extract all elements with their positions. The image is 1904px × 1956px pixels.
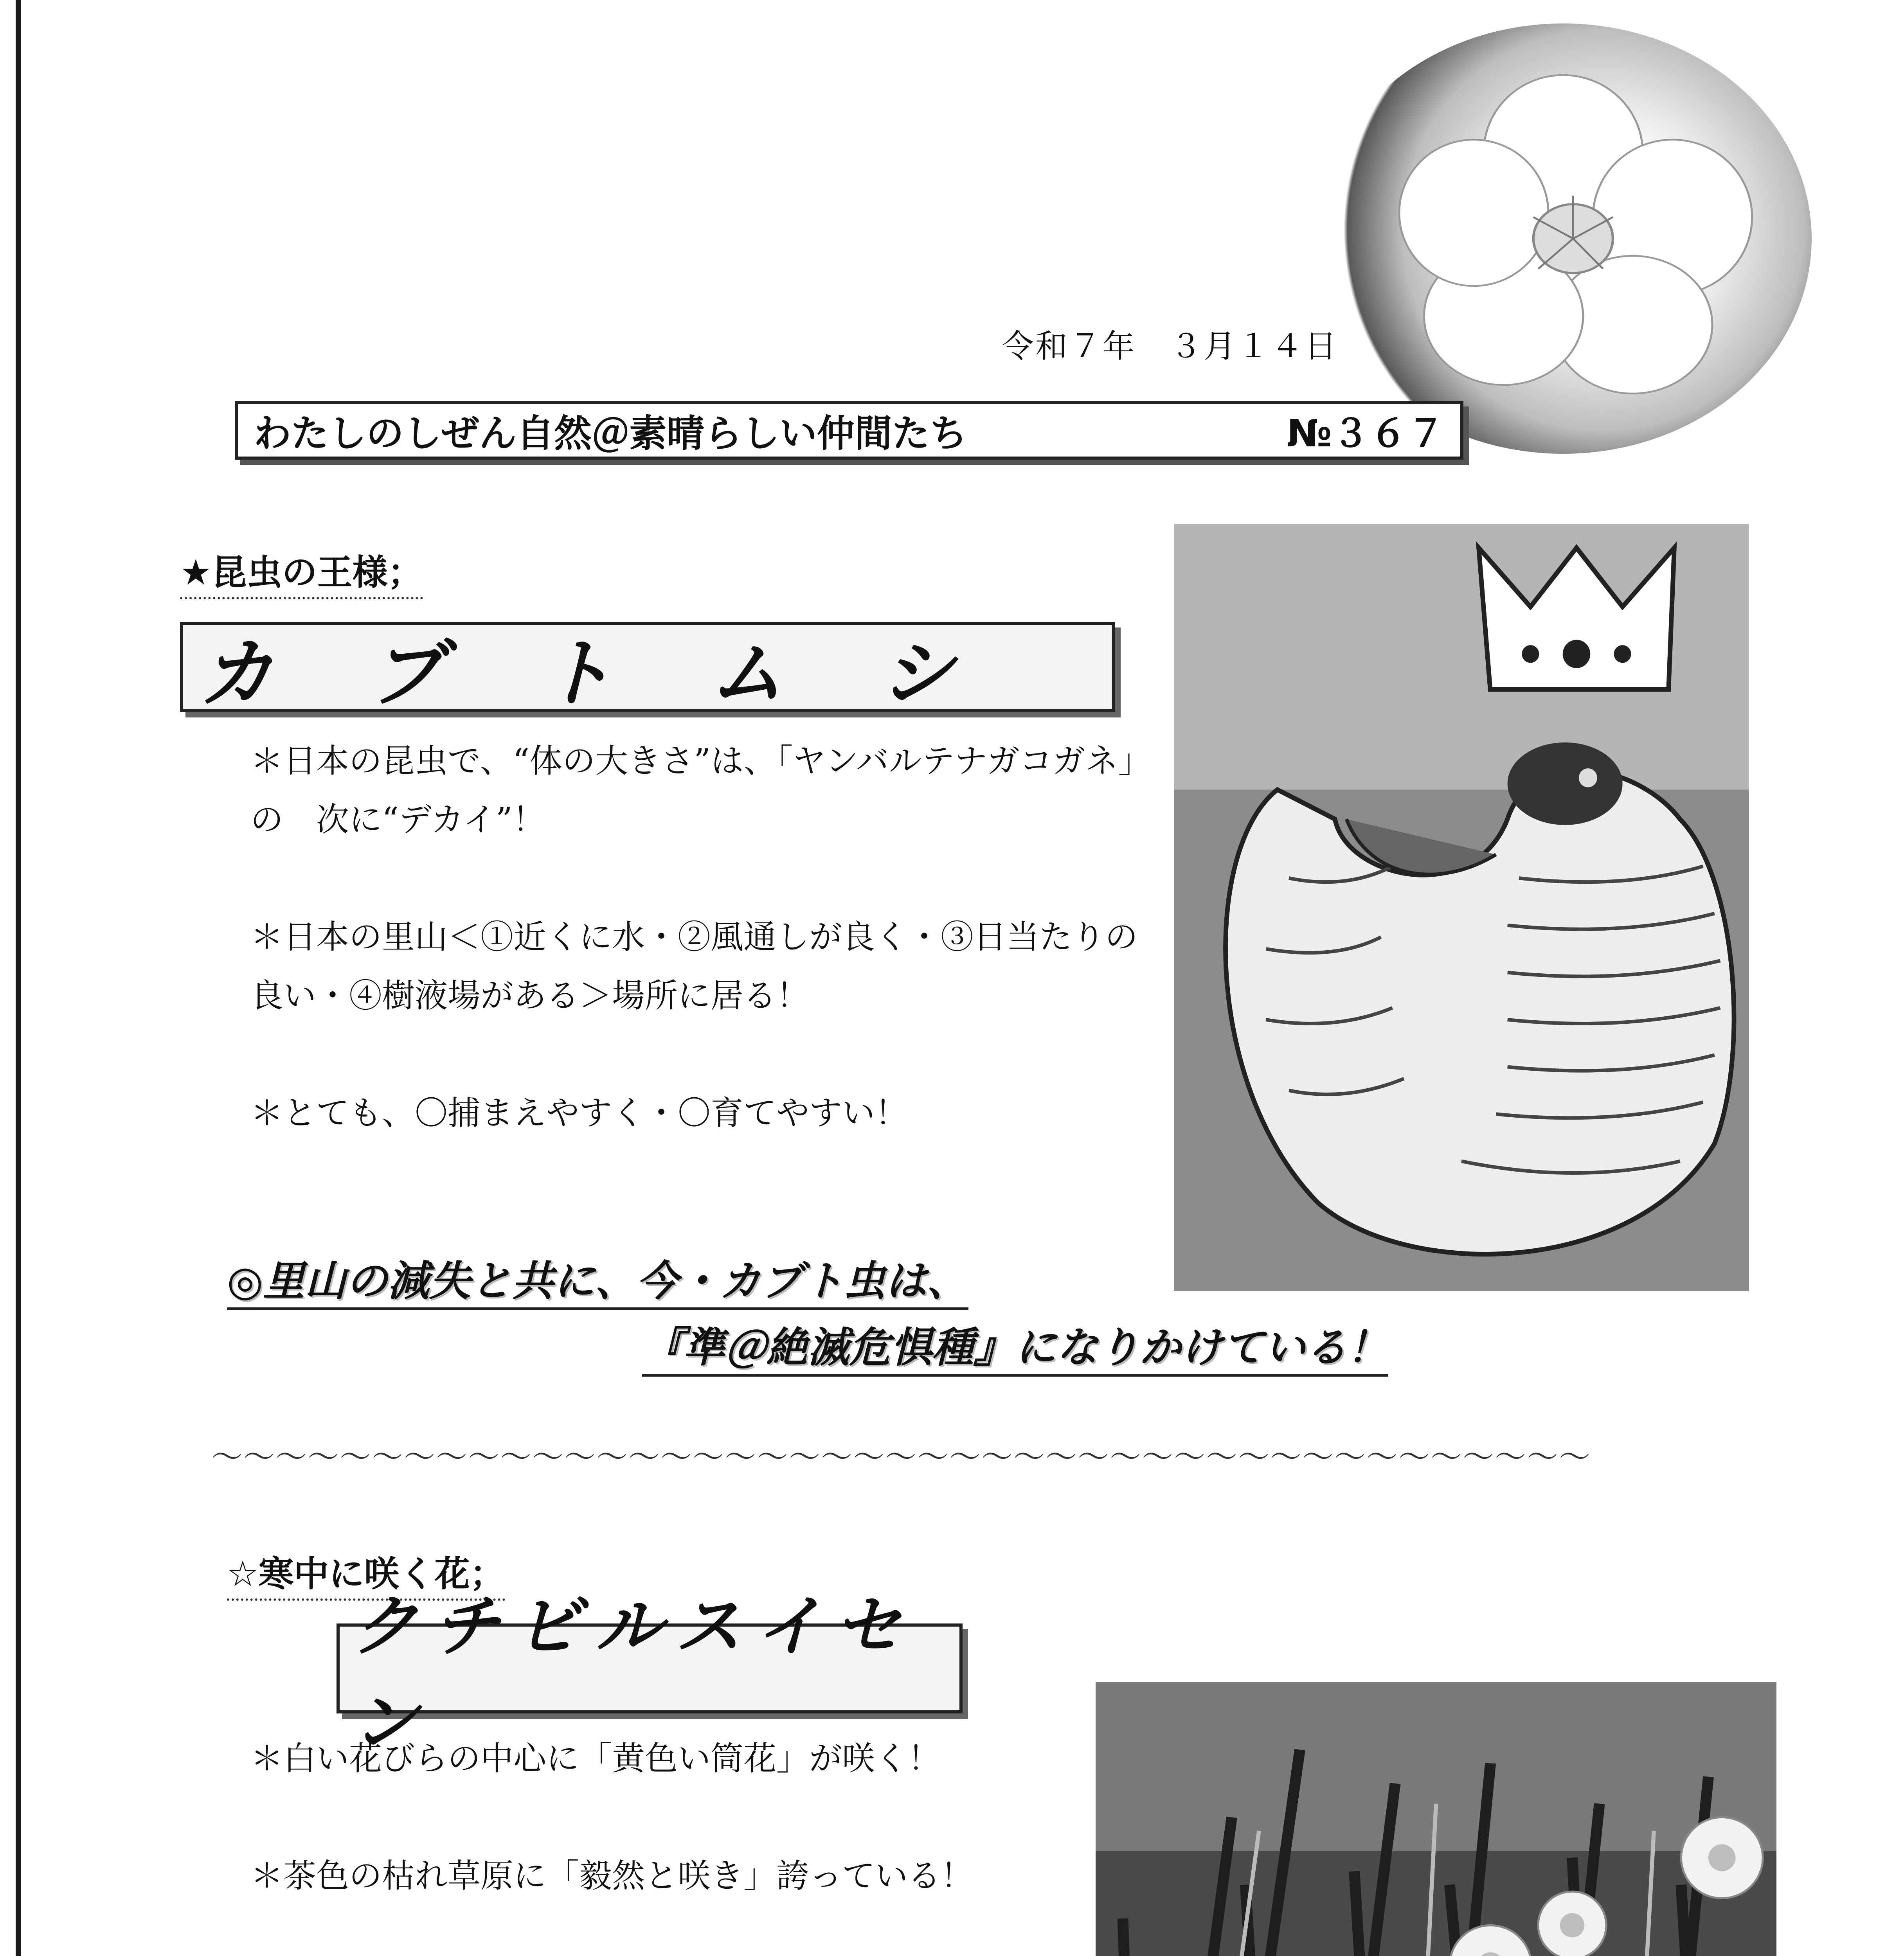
beetle-conclusion-line1: ◎里山の減失と共に、今・カブト虫は、 — [227, 1248, 968, 1310]
kabutomushi-title-box — [180, 622, 1115, 717]
beetle-conclusion-line2: 『準＠絶滅危惧種』になりかけている！ — [642, 1314, 1388, 1377]
kuchibiru-suisen-title-box — [337, 1588, 963, 1761]
kabutomushi-title: カブトムシ — [199, 630, 1050, 717]
daffodil-bullet-1: ＊白い花びらの中心に「黄色い筒花」が咲く！ — [250, 1739, 941, 1778]
issue-date: 令和７年 ３月１４日 — [1002, 328, 1339, 365]
beetle-larva-illustration — [1174, 524, 1749, 1291]
daffodil-bullet-2: ＊茶色の枯れ草原に「毅然と咲き」誇っている！ — [250, 1857, 974, 1895]
beetle-bullet-3: ＊とても、〇捕まえやすく・〇育てやすい！ — [250, 1094, 908, 1132]
newsletter-title: わたしのしぜん自然＠素晴らしい仲間たち — [254, 411, 967, 455]
flower-photo-circle — [1315, 23, 1812, 454]
left-margin-rule — [16, 0, 21, 1956]
section2-label: ☆寒中に咲く花； — [227, 1545, 505, 1601]
issue-number: №３６７ — [1287, 411, 1445, 455]
beetle-bullet-1: ＊日本の昆虫で、“体の大きさ”は、「ヤンバルテナガコガネ」の 次に“デカイ”！ — [250, 742, 1135, 839]
beetle-bullet-2: ＊日本の里山＜①近くに水・②風通しが良く・③日当たりの良い・④樹液場がある＞場所に居る！ — [250, 918, 1138, 1015]
section1-label: ★昆虫の王様； — [180, 544, 423, 599]
kuchibiru-suisen-title: クチビルスイセン — [351, 1588, 916, 1761]
wave-divider: 〜〜〜〜〜〜〜〜〜〜〜〜〜〜〜〜〜〜〜〜〜〜〜〜〜〜〜〜〜〜〜〜〜〜〜〜〜〜〜〜〜〜〜 — [211, 1439, 1591, 1475]
newsletter-title-box — [235, 401, 1463, 460]
daffodil-photo — [1096, 1682, 1776, 1956]
